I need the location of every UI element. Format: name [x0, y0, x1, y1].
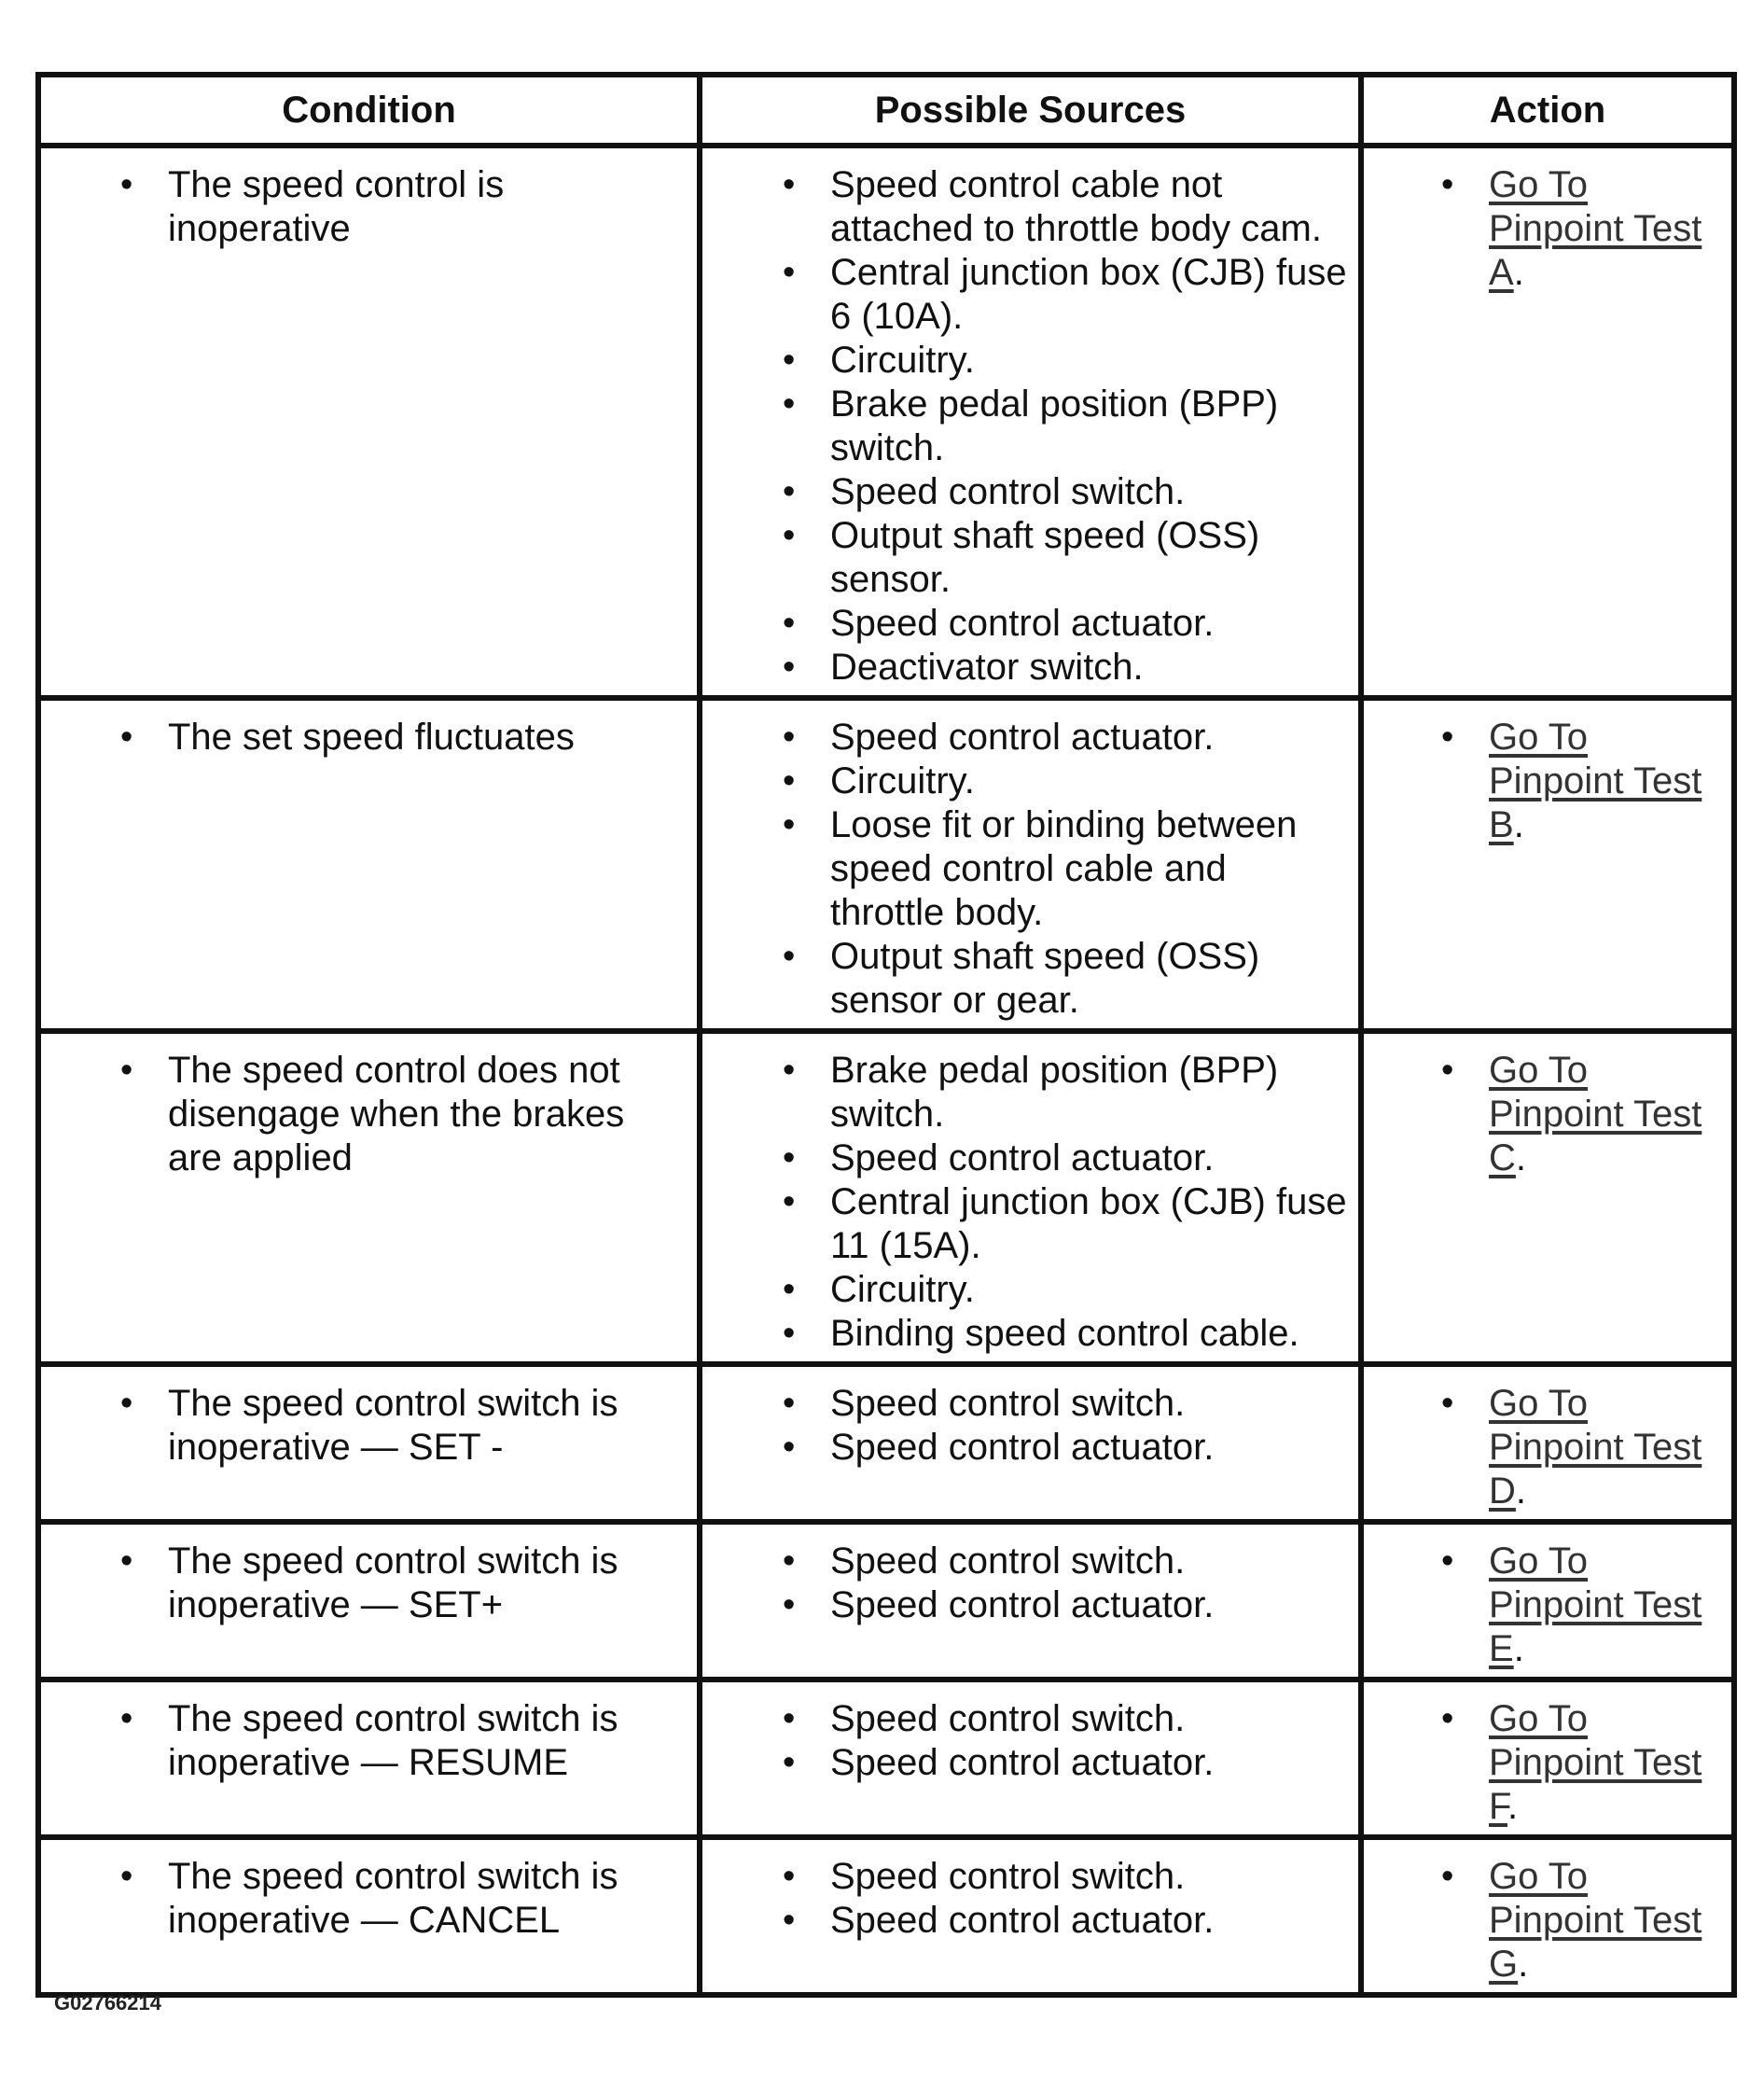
source-item: • Speed control actuator. [702, 1136, 1347, 1180]
condition-cell [38, 1522, 700, 1680]
condition-text: • The speed control switch is inoperative — SET+ [41, 1540, 686, 1627]
action-suffix: . [1507, 1786, 1519, 1827]
table-body [38, 146, 1734, 1995]
source-item: • Speed control actuator. [702, 1899, 1347, 1943]
action-item [1364, 716, 1720, 847]
source-item: • Brake pedal position (BPP) switch. [702, 1049, 1347, 1136]
action-cell [1361, 698, 1734, 1031]
sources-cell [700, 1522, 1361, 1680]
sources-cell [700, 698, 1361, 1031]
header-possible-sources: Possible Sources [700, 75, 1361, 146]
source-item: • Loose fit or binding between speed control cable and throttle body. [702, 803, 1347, 935]
action-item [1364, 163, 1720, 295]
action-cell [1361, 1680, 1734, 1837]
source-item: • Output shaft speed (OSS) sensor. [702, 514, 1347, 602]
condition-cell [38, 1680, 700, 1837]
header-row [38, 75, 1734, 146]
action-suffix: . [1515, 1137, 1527, 1178]
pinpoint-test-link[interactable]: Go To Pinpoint Test C [1489, 1050, 1702, 1178]
action-item [1364, 1540, 1720, 1671]
action-cell [1361, 1837, 1734, 1995]
pinpoint-test-link[interactable]: Go To Pinpoint Test D [1489, 1383, 1702, 1512]
condition-cell [38, 1837, 700, 1995]
pinpoint-test-link[interactable]: Go To Pinpoint Test A [1489, 164, 1702, 293]
pinpoint-test-link[interactable]: Go To Pinpoint Test G [1489, 1856, 1702, 1985]
sources-cell [700, 1031, 1361, 1364]
source-item: • Speed control actuator. [702, 716, 1347, 760]
action-suffix: . [1518, 1944, 1529, 1985]
action-cell [1361, 1522, 1734, 1680]
table-row [38, 146, 1734, 698]
table-row [38, 1031, 1734, 1364]
diagnostic-table [35, 72, 1737, 1998]
source-item: • Speed control actuator. [702, 1741, 1347, 1785]
action-suffix: . [1515, 1471, 1527, 1512]
sources-cell [700, 1837, 1361, 1995]
action-item [1364, 1382, 1720, 1513]
action-item [1364, 1049, 1720, 1180]
action-item [1364, 1855, 1720, 1986]
header-action: Action [1361, 75, 1734, 146]
source-item: • Speed control actuator. [702, 1426, 1347, 1470]
table-row [38, 1522, 1734, 1680]
action-cell [1361, 1031, 1734, 1364]
source-item: • Circuitry. [702, 760, 1347, 803]
source-item: • Speed control actuator. [702, 1583, 1347, 1627]
condition-cell [38, 1364, 700, 1522]
source-item: • Circuitry. [702, 339, 1347, 383]
source-item: • Speed control switch. [702, 1382, 1347, 1426]
table-row [38, 1837, 1734, 1995]
source-item: • Binding speed control cable. [702, 1312, 1347, 1356]
condition-text: • The speed control switch is inoperative — SET - [41, 1382, 686, 1470]
condition-cell [38, 1031, 700, 1364]
condition-text: • The set speed fluctuates [41, 716, 686, 760]
source-item: • Central junction box (CJB) fuse 11 (15A). [702, 1180, 1347, 1268]
source-item: • Speed control switch. [702, 1697, 1347, 1741]
sources-cell [700, 1364, 1361, 1522]
source-item: • Speed control switch. [702, 1855, 1347, 1899]
pinpoint-test-link[interactable]: Go To Pinpoint Test E [1489, 1540, 1702, 1669]
source-item: • Speed control switch. [702, 1540, 1347, 1583]
source-item: • Speed control switch. [702, 470, 1347, 514]
action-cell [1361, 146, 1734, 698]
action-suffix: . [1513, 804, 1524, 845]
source-item: • Speed control actuator. [702, 602, 1347, 646]
action-item [1364, 1697, 1720, 1829]
condition-text: • The speed control switch is inoperative — RESUME [41, 1697, 686, 1785]
pinpoint-test-link[interactable]: Go To Pinpoint Test B [1489, 717, 1702, 845]
pinpoint-test-link[interactable]: Go To Pinpoint Test F [1489, 1698, 1702, 1827]
condition-cell [38, 698, 700, 1031]
sources-cell [700, 146, 1361, 698]
figure-id: G02766214 [54, 1991, 161, 2014]
table-row [38, 698, 1734, 1031]
source-item: • Output shaft speed (OSS) sensor or gear. [702, 935, 1347, 1023]
source-item: • Deactivator switch. [702, 646, 1347, 690]
condition-text: • The speed control is inoperative [41, 163, 686, 251]
condition-text: • The speed control does not disengage when the brakes are applied [41, 1049, 686, 1180]
sources-cell [700, 1680, 1361, 1837]
condition-text: • The speed control switch is inoperative — CANCEL [41, 1855, 686, 1943]
source-item: • Brake pedal position (BPP) switch. [702, 383, 1347, 470]
source-item: • Circuitry. [702, 1268, 1347, 1312]
source-item: • Speed control cable not attached to throttle body cam. [702, 163, 1347, 251]
header-condition: Condition [38, 75, 700, 146]
action-cell [1361, 1364, 1734, 1522]
source-item: • Central junction box (CJB) fuse 6 (10A). [702, 251, 1347, 339]
action-suffix: . [1513, 1628, 1524, 1669]
table-row [38, 1680, 1734, 1837]
table-row [38, 1364, 1734, 1522]
action-suffix: . [1513, 252, 1524, 293]
condition-cell [38, 146, 700, 698]
